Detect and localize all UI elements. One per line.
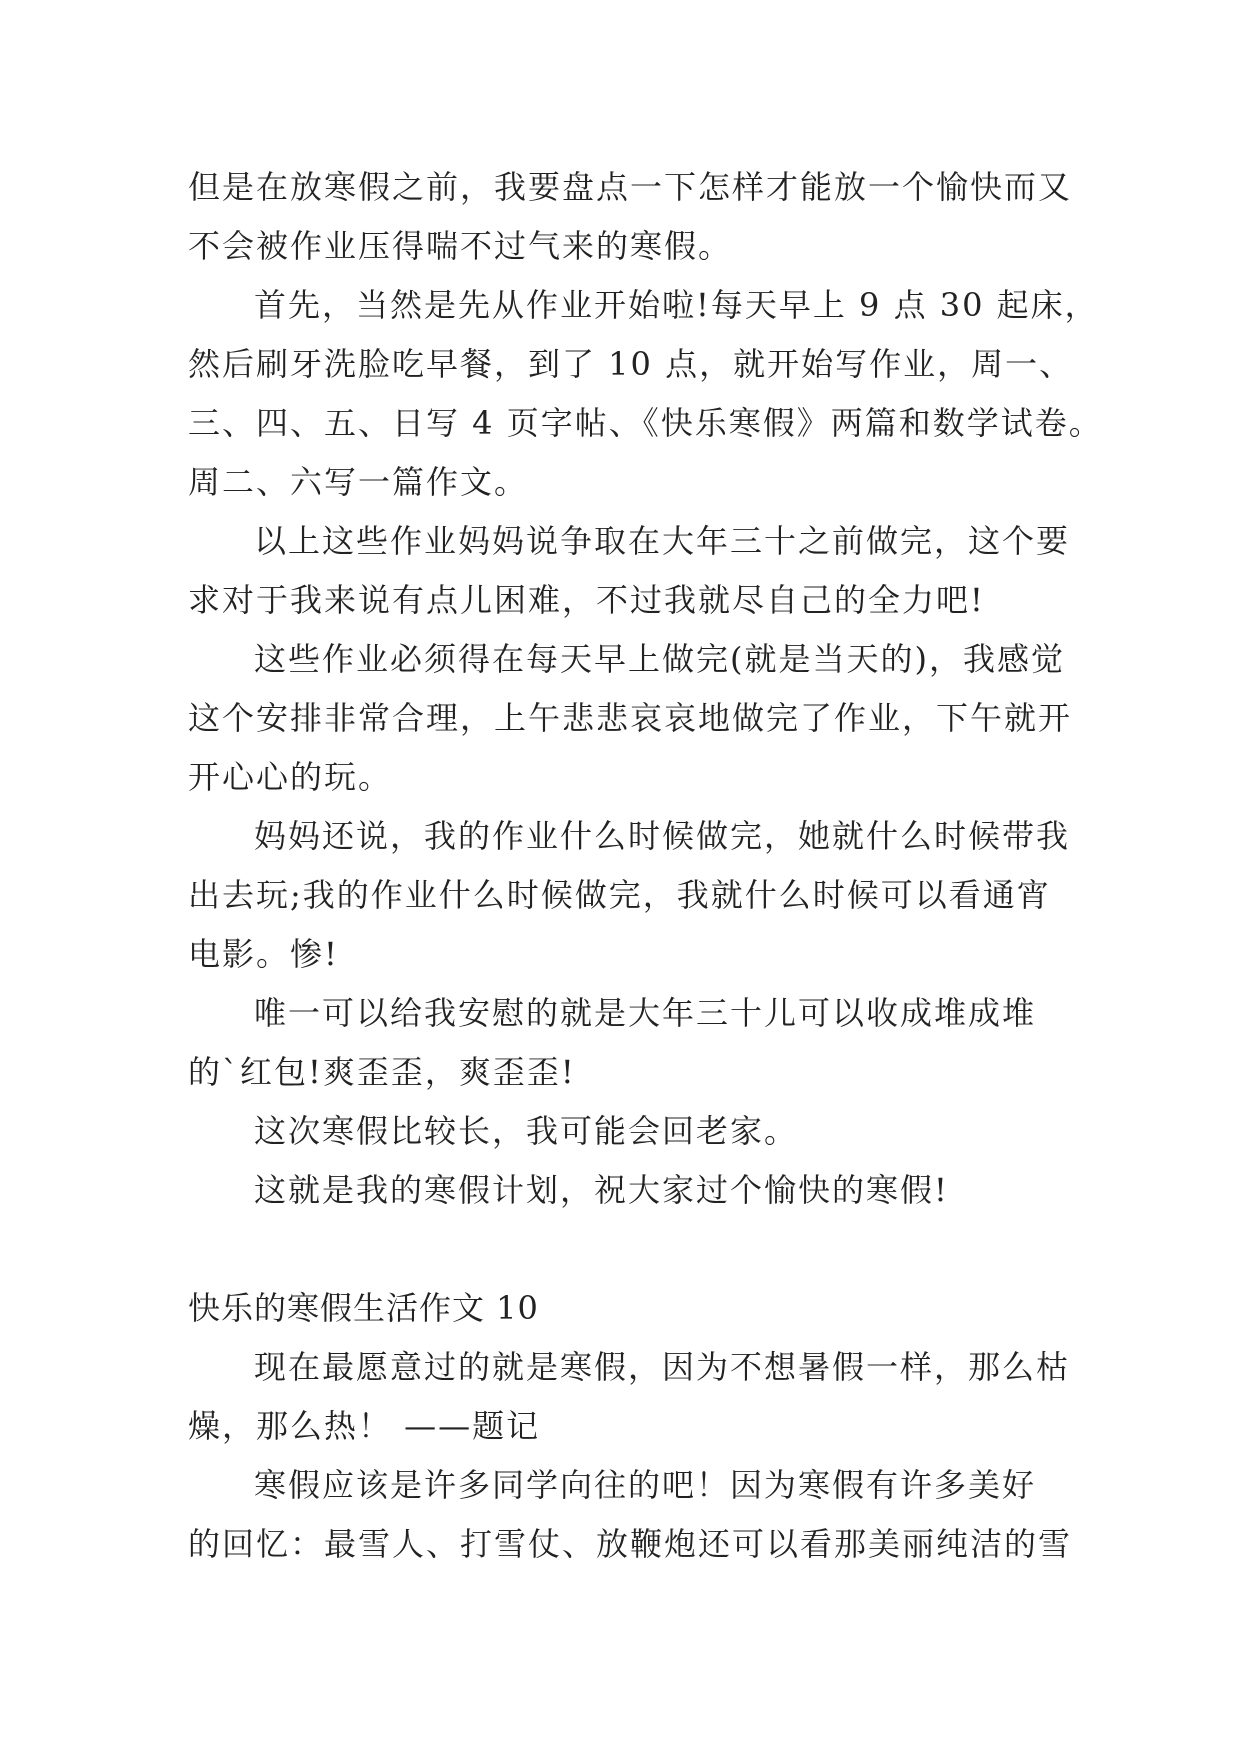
text-line: 三、四、五、日写 4 页字帖、《快乐寒假》两篇和数学试卷。 <box>188 404 1103 442</box>
paragraph-line: 寒假应该是许多同学向往的吧！因为寒假有许多美好 <box>254 1466 1037 1504</box>
paragraph-line: 这就是我的寒假计划，祝大家过个愉快的寒假! <box>254 1171 949 1209</box>
paragraph-line: 这些作业必须得在每天早上做完(就是当天的)，我感觉 <box>254 640 1065 678</box>
paragraph-line: 这次寒假比较长，我可能会回老家。 <box>254 1112 799 1150</box>
paragraph-line: 首先，当然是先从作业开始啦!每天早上 9 点 30 起床， <box>254 286 1099 324</box>
document-body <box>188 158 1103 1574</box>
paragraph-line: 唯一可以给我安慰的就是大年三十儿可以收成堆成堆 <box>254 994 1037 1032</box>
text-line: 燥，那么热！ ——题记 <box>188 1407 541 1445</box>
paragraph-line: 以上这些作业妈妈说争取在大年三十之前做完，这个要 <box>254 522 1071 560</box>
text-line: 不会被作业压得喘不过气来的寒假。 <box>188 227 733 265</box>
text-line: 周二、六写一篇作文。 <box>188 463 529 501</box>
text-line: 求对于我来说有点儿困难，不过我就尽自己的全力吧! <box>188 581 985 619</box>
text-line: 这个安排非常合理，上午悲悲哀哀地做完了作业，下午就开 <box>188 699 1073 737</box>
section-title: 快乐的寒假生活作文 10 <box>188 1289 539 1327</box>
text-line: 开心心的玩。 <box>188 758 393 796</box>
paragraph-line: 妈妈还说，我的作业什么时候做完，她就什么时候带我 <box>254 817 1071 855</box>
text-line: 电影。惨! <box>188 935 339 973</box>
section-gap <box>188 1220 1068 1279</box>
text-line: 然后刷牙洗脸吃早餐，到了 10 点，就开始写作业，周一、 <box>188 345 1074 383</box>
text-line: 的`红包!爽歪歪，爽歪歪! <box>188 1053 576 1091</box>
text-line: 出去玩;我的作业什么时候做完，我就什么时候可以看通宵 <box>188 876 1051 914</box>
text-line: 但是在放寒假之前，我要盘点一下怎样才能放一个愉快而又 <box>188 168 1073 206</box>
text-line: 的回忆：最雪人、打雪仗、放鞭炮还可以看那美丽纯洁的雪 <box>188 1525 1073 1563</box>
paragraph-line: 现在最愿意过的就是寒假，因为不想暑假一样，那么枯 <box>254 1348 1071 1386</box>
